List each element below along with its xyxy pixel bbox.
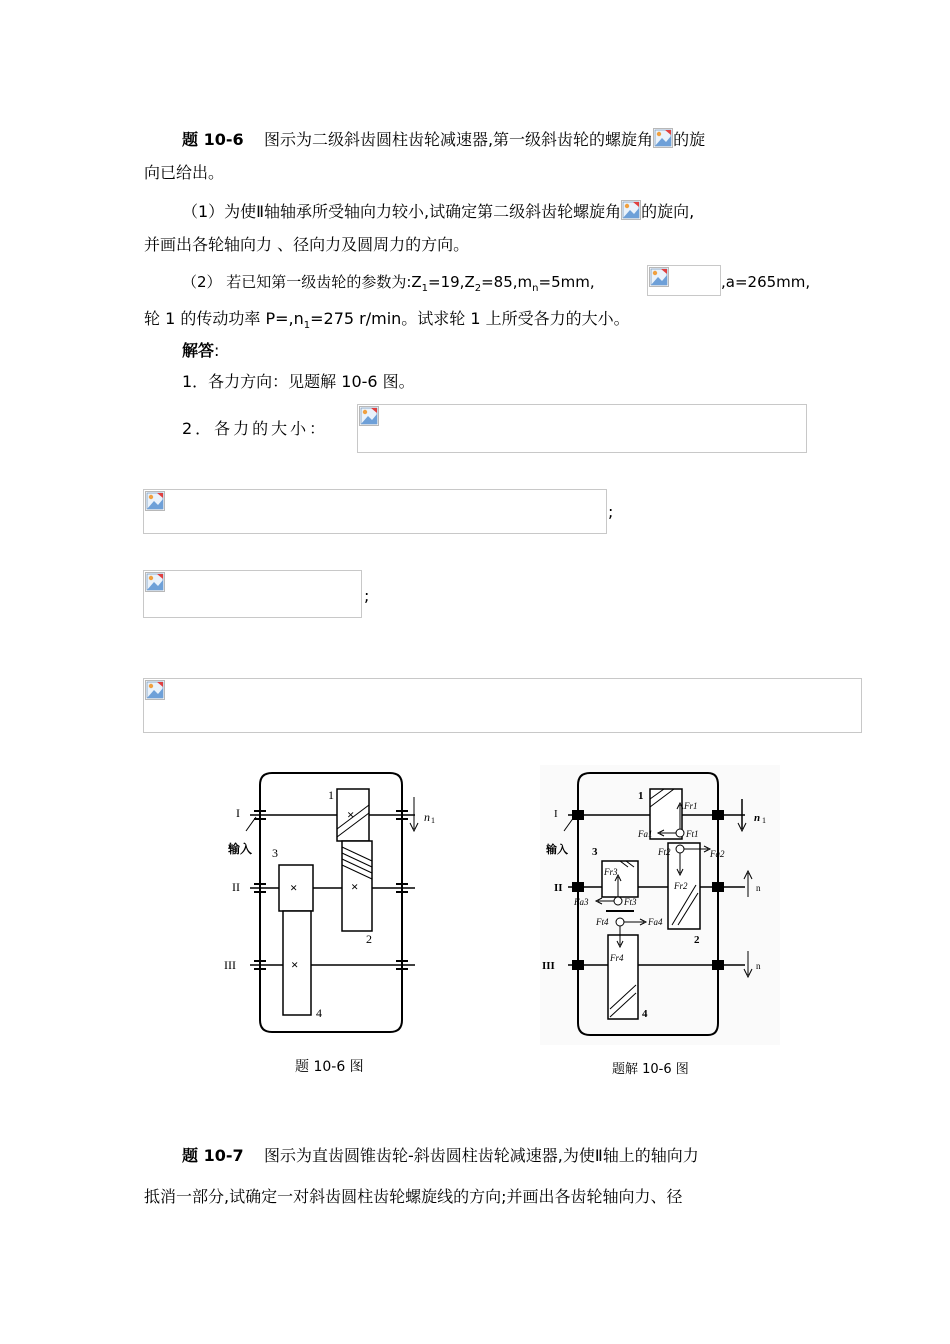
force-label: Fr4 xyxy=(610,953,624,963)
input-label: 输入 xyxy=(546,844,568,856)
question-text: ,a=265mm, xyxy=(721,273,811,291)
svg-text:×: × xyxy=(291,957,299,972)
gear-label: 1 xyxy=(328,788,334,802)
answer-item-1 xyxy=(182,372,415,392)
gear-label: 4 xyxy=(642,1008,648,1020)
formula-image-placeholder xyxy=(357,404,807,453)
formula-image-placeholder xyxy=(143,678,862,733)
force-label: Fr2 xyxy=(674,881,688,891)
semicolon: ; xyxy=(364,586,370,605)
svg-text:×: × xyxy=(351,879,359,894)
force-label: Fa4 xyxy=(648,917,663,927)
question-text: 的旋向, xyxy=(641,202,695,221)
figure-solution-10-6 xyxy=(540,765,780,1049)
force-label: Ft2 xyxy=(658,847,671,857)
answer-heading xyxy=(182,341,219,361)
n1-label: n xyxy=(424,810,430,824)
broken-image-icon xyxy=(359,406,379,426)
force-label: Fr3 xyxy=(604,867,618,877)
answer-item-2 xyxy=(182,419,328,439)
question-2-line2 xyxy=(144,309,630,336)
n1-label: n xyxy=(754,812,761,824)
problem-10-7-line2 xyxy=(144,1187,682,1207)
question-2-after xyxy=(721,272,810,292)
subscript: 2 xyxy=(474,283,482,294)
broken-image-icon xyxy=(653,128,673,148)
formula-image-placeholder xyxy=(647,265,721,296)
force-label: Ft3 xyxy=(624,897,637,907)
semicolon: ; xyxy=(608,502,614,521)
question-text: =275 r/min。试求轮 1 上所受各力的大小。 xyxy=(310,309,630,328)
question-text: =19,Z xyxy=(428,273,475,291)
answer-text: 2．各力的大小： xyxy=(182,419,329,438)
broken-image-icon xyxy=(649,267,669,287)
n2-label: n xyxy=(756,883,761,893)
force-label: Fa3 xyxy=(574,897,589,907)
problem-10-6-line2 xyxy=(144,163,224,183)
question-1-line1 xyxy=(182,200,694,222)
gear-label: 4 xyxy=(316,1006,322,1020)
input-label: 输入 xyxy=(228,842,253,856)
problem-label: 题 10-7 xyxy=(182,1146,244,1165)
shaft-label: III xyxy=(542,960,555,972)
force-label: Fa1 xyxy=(638,829,653,839)
broken-image-icon xyxy=(621,200,641,220)
subscript: n xyxy=(532,283,539,294)
shaft-label: II xyxy=(554,882,563,894)
question-text: 轮 1 的传动功率 P=,n xyxy=(144,309,304,328)
question-1-line2 xyxy=(144,235,469,255)
svg-text:×: × xyxy=(290,880,298,895)
formula-image-placeholder xyxy=(143,489,607,534)
figure-10-6 xyxy=(220,765,440,1044)
subscript: 1 xyxy=(303,320,311,332)
n1-sub: 1 xyxy=(762,816,766,825)
gear-label: 3 xyxy=(592,846,598,858)
question-text: =85,m xyxy=(481,273,533,291)
question-text: =5mm, xyxy=(538,273,595,291)
n1-sub: 1 xyxy=(431,816,435,825)
problem-text: 的旋 xyxy=(673,130,706,149)
formula-image-placeholder xyxy=(143,570,362,618)
problem-text: 图示为二级斜齿圆柱齿轮减速器,第一级斜齿轮的螺旋角 xyxy=(263,130,654,149)
gear-label: 3 xyxy=(272,846,278,860)
force-label: Fr1 xyxy=(684,801,698,811)
shaft-label: II xyxy=(232,880,240,894)
figure-caption: 题 10-6 图 xyxy=(295,1059,364,1075)
figure-caption: 题解 10-6 图 xyxy=(612,1062,689,1077)
shaft-label: III xyxy=(224,958,236,972)
answer-text: 1．各力方向：见题解 10-6 图。 xyxy=(182,372,415,391)
subscript: 1 xyxy=(421,283,429,294)
broken-image-icon xyxy=(145,572,165,592)
gear-label: 1 xyxy=(638,790,644,802)
force-label: Ft4 xyxy=(596,917,609,927)
question-2-line1 xyxy=(182,272,595,299)
svg-text:×: × xyxy=(347,807,355,822)
question-text: 并画出各轮轴向力 、径向力及圆周力的方向。 xyxy=(144,235,470,254)
problem-text: 图示为直齿圆锥齿轮-斜齿圆柱齿轮减速器,为使Ⅱ轴上的轴向力 xyxy=(263,1146,699,1165)
broken-image-icon xyxy=(145,491,165,511)
question-text: （1）为使Ⅱ轴轴承所受轴向力较小,试确定第二级斜齿轮螺旋角 xyxy=(182,202,622,221)
problem-label: 题 10-6 xyxy=(182,130,244,149)
shaft-label: I xyxy=(554,808,558,820)
gear-label: 2 xyxy=(694,934,700,946)
force-label: Fa2 xyxy=(710,849,725,859)
problem-10-7-line1 xyxy=(182,1146,699,1166)
gear-label: 2 xyxy=(366,932,372,946)
problem-text: 抵消一部分,试确定一对斜齿圆柱齿轮螺旋线的方向;并画出各齿轮轴向力、径 xyxy=(144,1187,683,1206)
n3-label: n xyxy=(756,961,761,971)
answer-label: 解答 xyxy=(182,341,215,360)
problem-text: 向已给出。 xyxy=(144,163,225,182)
problem-10-6-line1 xyxy=(182,128,705,150)
force-label: Ft1 xyxy=(686,829,699,839)
question-text: （2） 若已知第一级齿轮的参数为:Z xyxy=(182,273,422,291)
answer-colon: : xyxy=(214,341,220,360)
shaft-label: I xyxy=(236,806,240,820)
broken-image-icon xyxy=(145,680,165,700)
